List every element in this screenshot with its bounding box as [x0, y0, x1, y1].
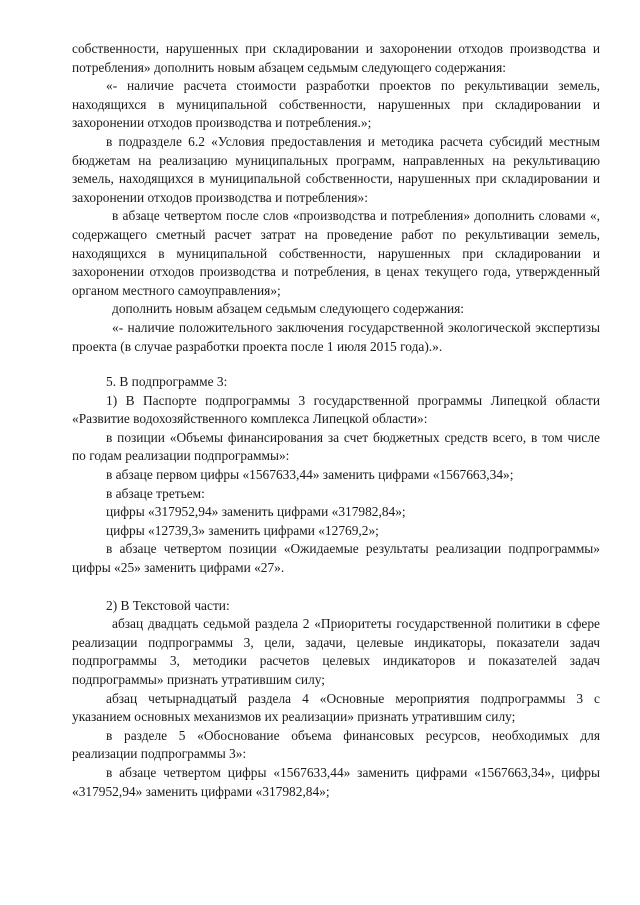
paragraph-section-4-repeal: абзац четырнадцатый раздела 4 «Основные мероприятия подпрограммы 3 с указанием основных механизмов их реализации» признать утратившим силу; — [72, 690, 600, 725]
section-5-heading: 5. В подпрограмме 3: — [106, 374, 228, 390]
paragraph-third-abzac: в абзаце третьем: — [106, 485, 205, 501]
paragraph-recultivation-cost: «- наличие расчета стоимости разработки проектов по рекультивации земель, находящихся в муниципальной собственности, нарушенных при складировании и захоронении отходов производства и потребления.»; — [72, 78, 600, 131]
paragraph-section-2-repeal: абзац двадцать седьмой раздела 2 «Приоритеты государственной политики в сфере реализации подпрограммы 3, цели, задачи, целевые индикаторы, показатели задач подпрограммы 3, методики расчетов целевых индикаторов и показателей задач подпрограммы» признать утратившим силу; — [72, 616, 600, 687]
paragraph-financing-position: в позиции «Объемы финансирования за счет бюджетных средств всего, в том числе по годам реализации подпрограммы»: — [72, 429, 600, 464]
paragraph-subsection-6-2: в подразделе 6.2 «Условия предоставления и методика расчета субсидий местным бюджетам на реализацию муниципальных программ, направленных на рекультивацию земель, находящихся в муниципальной собственности, нарушенных при складировании и захоронении отходов производства и потребления»: — [72, 133, 600, 205]
paragraph-text-part-heading: 2) В Текстовой части: — [106, 597, 230, 613]
paragraph-add-seventh-abzac: дополнить новым абзацем седьмым следующего содержания: — [112, 301, 464, 317]
spacer — [72, 356, 600, 373]
paragraph-first-abzac-figures: в абзаце первом цифры «1567633,44» заменить цифрами «1567663,34»; — [106, 467, 514, 483]
paragraph-fourth-abzac-addition: в абзаце четвертом после слов «производства и потребления» дополнить словами «, содержащего сметный расчет затрат на проведение работ по рекультивации земель, находящихся в муниципальной собственности, нарушенных при складировании и захоронении отходов производства и потребления, в ценах текущего года, утвержденный органом местного самоуправления»; — [72, 208, 600, 298]
paragraph-ecological-expertise: «- наличие положительного заключения государственной экологической экспертизы проекта (в случае разработки проекта после 1 июля 2015 года).». — [72, 319, 600, 354]
paragraph-expected-results: в абзаце четвертом позиции «Ожидаемые результаты реализации подпрограммы» цифры «25» заменить цифрами «27». — [72, 541, 600, 576]
paragraph-section-5: в разделе 5 «Обоснование объема финансовых ресурсов, необходимых для реализации подпрограммы 3»: — [72, 727, 600, 762]
paragraph-figures-12739: цифры «12739,3» заменить цифрами «12769,2»; — [106, 522, 379, 538]
paragraph-intro-continuation: собственности, нарушенных при складировании и захоронении отходов производства и потребления» дополнить новым абзацем седьмым следующего содержания: — [72, 41, 600, 75]
document-page — [72, 40, 600, 801]
paragraph-fourth-abzac-figures: в абзаце четвертом цифры «1567633,44» заменить цифрами «1567663,34», цифры «317952,94» заменить цифрами «317982,84»; — [72, 764, 600, 799]
paragraph-figures-317952: цифры «317952,94» заменить цифрами «317982,84»; — [106, 504, 406, 520]
spacer — [72, 578, 600, 597]
paragraph-passport-subprogram-3: 1) В Паспорте подпрограммы 3 государственной программы Липецкой области «Развитие водохозяйственного комплекса Липецкой области»: — [72, 392, 600, 427]
